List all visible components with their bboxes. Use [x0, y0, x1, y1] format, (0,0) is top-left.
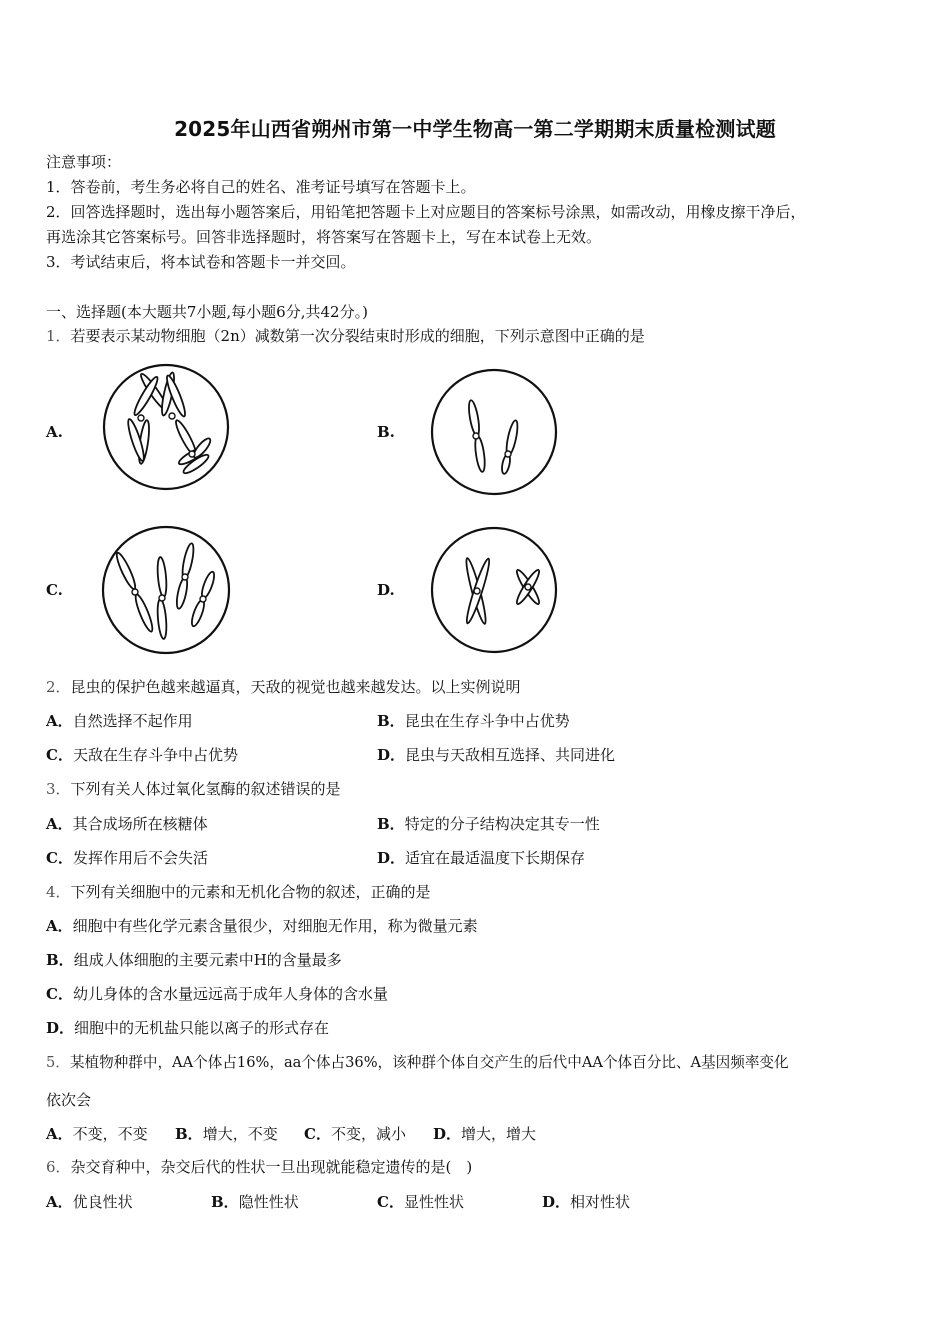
option-label: C． — [46, 746, 73, 764]
option-d[interactable] — [433, 1124, 536, 1144]
option-text: 天敌在生存斗争中占优势 — [72, 746, 238, 764]
option-text: 不变，减小 — [330, 1125, 406, 1143]
option-label: D． — [377, 849, 406, 867]
option-text: 细胞中有些化学元素含量很少，对细胞无作用，称为微量元素 — [72, 917, 478, 935]
cell-diagram-c — [96, 525, 236, 655]
question-6 — [46, 1157, 472, 1177]
notice-item: 1．答卷前，考生务必将自己的姓名、准考证号填写在答题卡上。 — [46, 178, 476, 196]
option-b[interactable] — [175, 1124, 278, 1144]
option-label: D． — [433, 1125, 462, 1143]
question-stem: 下列有关细胞中的元素和无机化合物的叙述，正确的是 — [70, 883, 431, 901]
question-3 — [46, 779, 341, 799]
notice-heading: 注意事项： — [46, 153, 122, 171]
option-text: 发挥作用后不会失活 — [72, 849, 208, 867]
option-label: A． — [46, 1193, 73, 1211]
option-b[interactable] — [377, 814, 600, 834]
option-text: 组成人体细胞的主要元素中H的含量最多 — [73, 951, 342, 969]
option-text: 特定的分子结构决定其专一性 — [404, 815, 600, 833]
option-text: 显性性状 — [403, 1193, 464, 1211]
option-label: A． — [46, 1125, 73, 1143]
option-label: B． — [211, 1193, 239, 1211]
cell-diagram-b — [428, 368, 560, 498]
option-label: C． — [46, 985, 73, 1003]
option-label: C． — [377, 1193, 404, 1211]
question-number: 1． — [46, 327, 71, 345]
question-4 — [46, 882, 431, 902]
question-5 — [46, 1053, 789, 1073]
option-label: A． — [46, 917, 73, 935]
option-text: 昆虫在生存斗争中占优势 — [404, 712, 570, 730]
option-d[interactable] — [377, 848, 585, 868]
section-heading: 一、选择题(本大题共7小题,每小题6分,共42分。) — [46, 303, 368, 321]
option-d[interactable] — [46, 1018, 329, 1038]
option-label: D． — [46, 1019, 75, 1037]
option-text: 细胞中的无机盐只能以离子的形式存在 — [74, 1019, 330, 1037]
option-c[interactable] — [377, 1192, 464, 1212]
question-stem: 若要表示某动物细胞（2n）减数第一次分裂结束时形成的细胞，下列示意图中正确的是 — [70, 327, 645, 345]
option-d[interactable] — [377, 745, 615, 765]
option-b[interactable] — [211, 1192, 299, 1212]
question-1 — [46, 326, 645, 346]
option-c[interactable] — [304, 1124, 406, 1144]
option-text: 不变，不变 — [72, 1125, 148, 1143]
option-c[interactable] — [46, 745, 238, 765]
option-label: B． — [46, 951, 74, 969]
option-a[interactable] — [46, 1124, 148, 1144]
option-d[interactable] — [542, 1192, 630, 1212]
cell-diagram-a — [96, 364, 236, 494]
option-label: B． — [377, 712, 405, 730]
option-text: 其合成场所在核糖体 — [72, 815, 208, 833]
figure-label-d: D. — [377, 581, 395, 599]
cell-diagram-d — [428, 525, 560, 655]
option-label: A． — [46, 815, 73, 833]
option-label: D． — [377, 746, 406, 764]
figure-label-b: B. — [377, 423, 395, 441]
option-label: A． — [46, 712, 73, 730]
option-label: C． — [304, 1125, 331, 1143]
figure-label-c: C. — [46, 581, 63, 599]
question-5-continued: 依次会 — [46, 1091, 92, 1109]
option-a[interactable] — [46, 916, 478, 936]
option-text: 昆虫与天敌相互选择、共同进化 — [405, 746, 616, 764]
option-label: B． — [377, 815, 405, 833]
option-a[interactable] — [46, 1192, 133, 1212]
option-b[interactable] — [377, 711, 570, 731]
page-title: 2025年山西省朔州市第一中学生物高一第二学期期末质量检测试题 — [174, 117, 776, 141]
question-number: 5． — [46, 1054, 70, 1071]
option-c[interactable] — [46, 984, 388, 1004]
option-a[interactable] — [46, 711, 193, 731]
question-stem: 昆虫的保护色越来越逼真，天敌的视觉也越来越发达。以上实例说明 — [70, 678, 521, 696]
option-text: 增大，增大 — [461, 1125, 537, 1143]
option-text: 增大，不变 — [202, 1125, 278, 1143]
question-stem: 某植物种群中，AA个体占16%，aa个体占36%，该种群个体自交产生的后代中AA个体百分比、A基因频率变化 — [69, 1054, 789, 1071]
question-number: 4． — [46, 883, 71, 901]
option-label: D． — [542, 1193, 571, 1211]
question-number: 3． — [46, 780, 71, 798]
notice-item: 3．考试结束后，将本试卷和答题卡一并交回。 — [46, 253, 356, 271]
option-text: 优良性状 — [72, 1193, 133, 1211]
option-text: 相对性状 — [570, 1193, 631, 1211]
notice-item: 再选涂其它答案标号。回答非选择题时，将答案写在答题卡上，写在本试卷上无效。 — [46, 228, 602, 246]
notice-item: 2．回答选择题时，选出每小题答案后，用铅笔把答题卡上对应题目的答案标号涂黑，如需改动，用橡皮擦干净后， — [46, 203, 806, 221]
option-text: 幼儿身体的含水量远远高于成年人身体的含水量 — [72, 985, 388, 1003]
question-number: 2． — [46, 678, 71, 696]
option-label: C． — [46, 849, 73, 867]
option-c[interactable] — [46, 848, 208, 868]
question-2 — [46, 677, 521, 697]
option-a[interactable] — [46, 814, 208, 834]
option-text: 隐性性状 — [238, 1193, 299, 1211]
option-b[interactable] — [46, 950, 342, 970]
figure-label-a: A. — [46, 423, 63, 441]
option-text: 适宜在最适温度下长期保存 — [405, 849, 586, 867]
question-stem: 下列有关人体过氧化氢酶的叙述错误的是 — [70, 780, 341, 798]
question-number: 6． — [46, 1158, 71, 1176]
question-stem: 杂交育种中，杂交后代的性状一旦出现就能稳定遗传的是( ) — [70, 1158, 473, 1176]
option-text: 自然选择不起作用 — [72, 712, 193, 730]
option-label: B． — [175, 1125, 203, 1143]
